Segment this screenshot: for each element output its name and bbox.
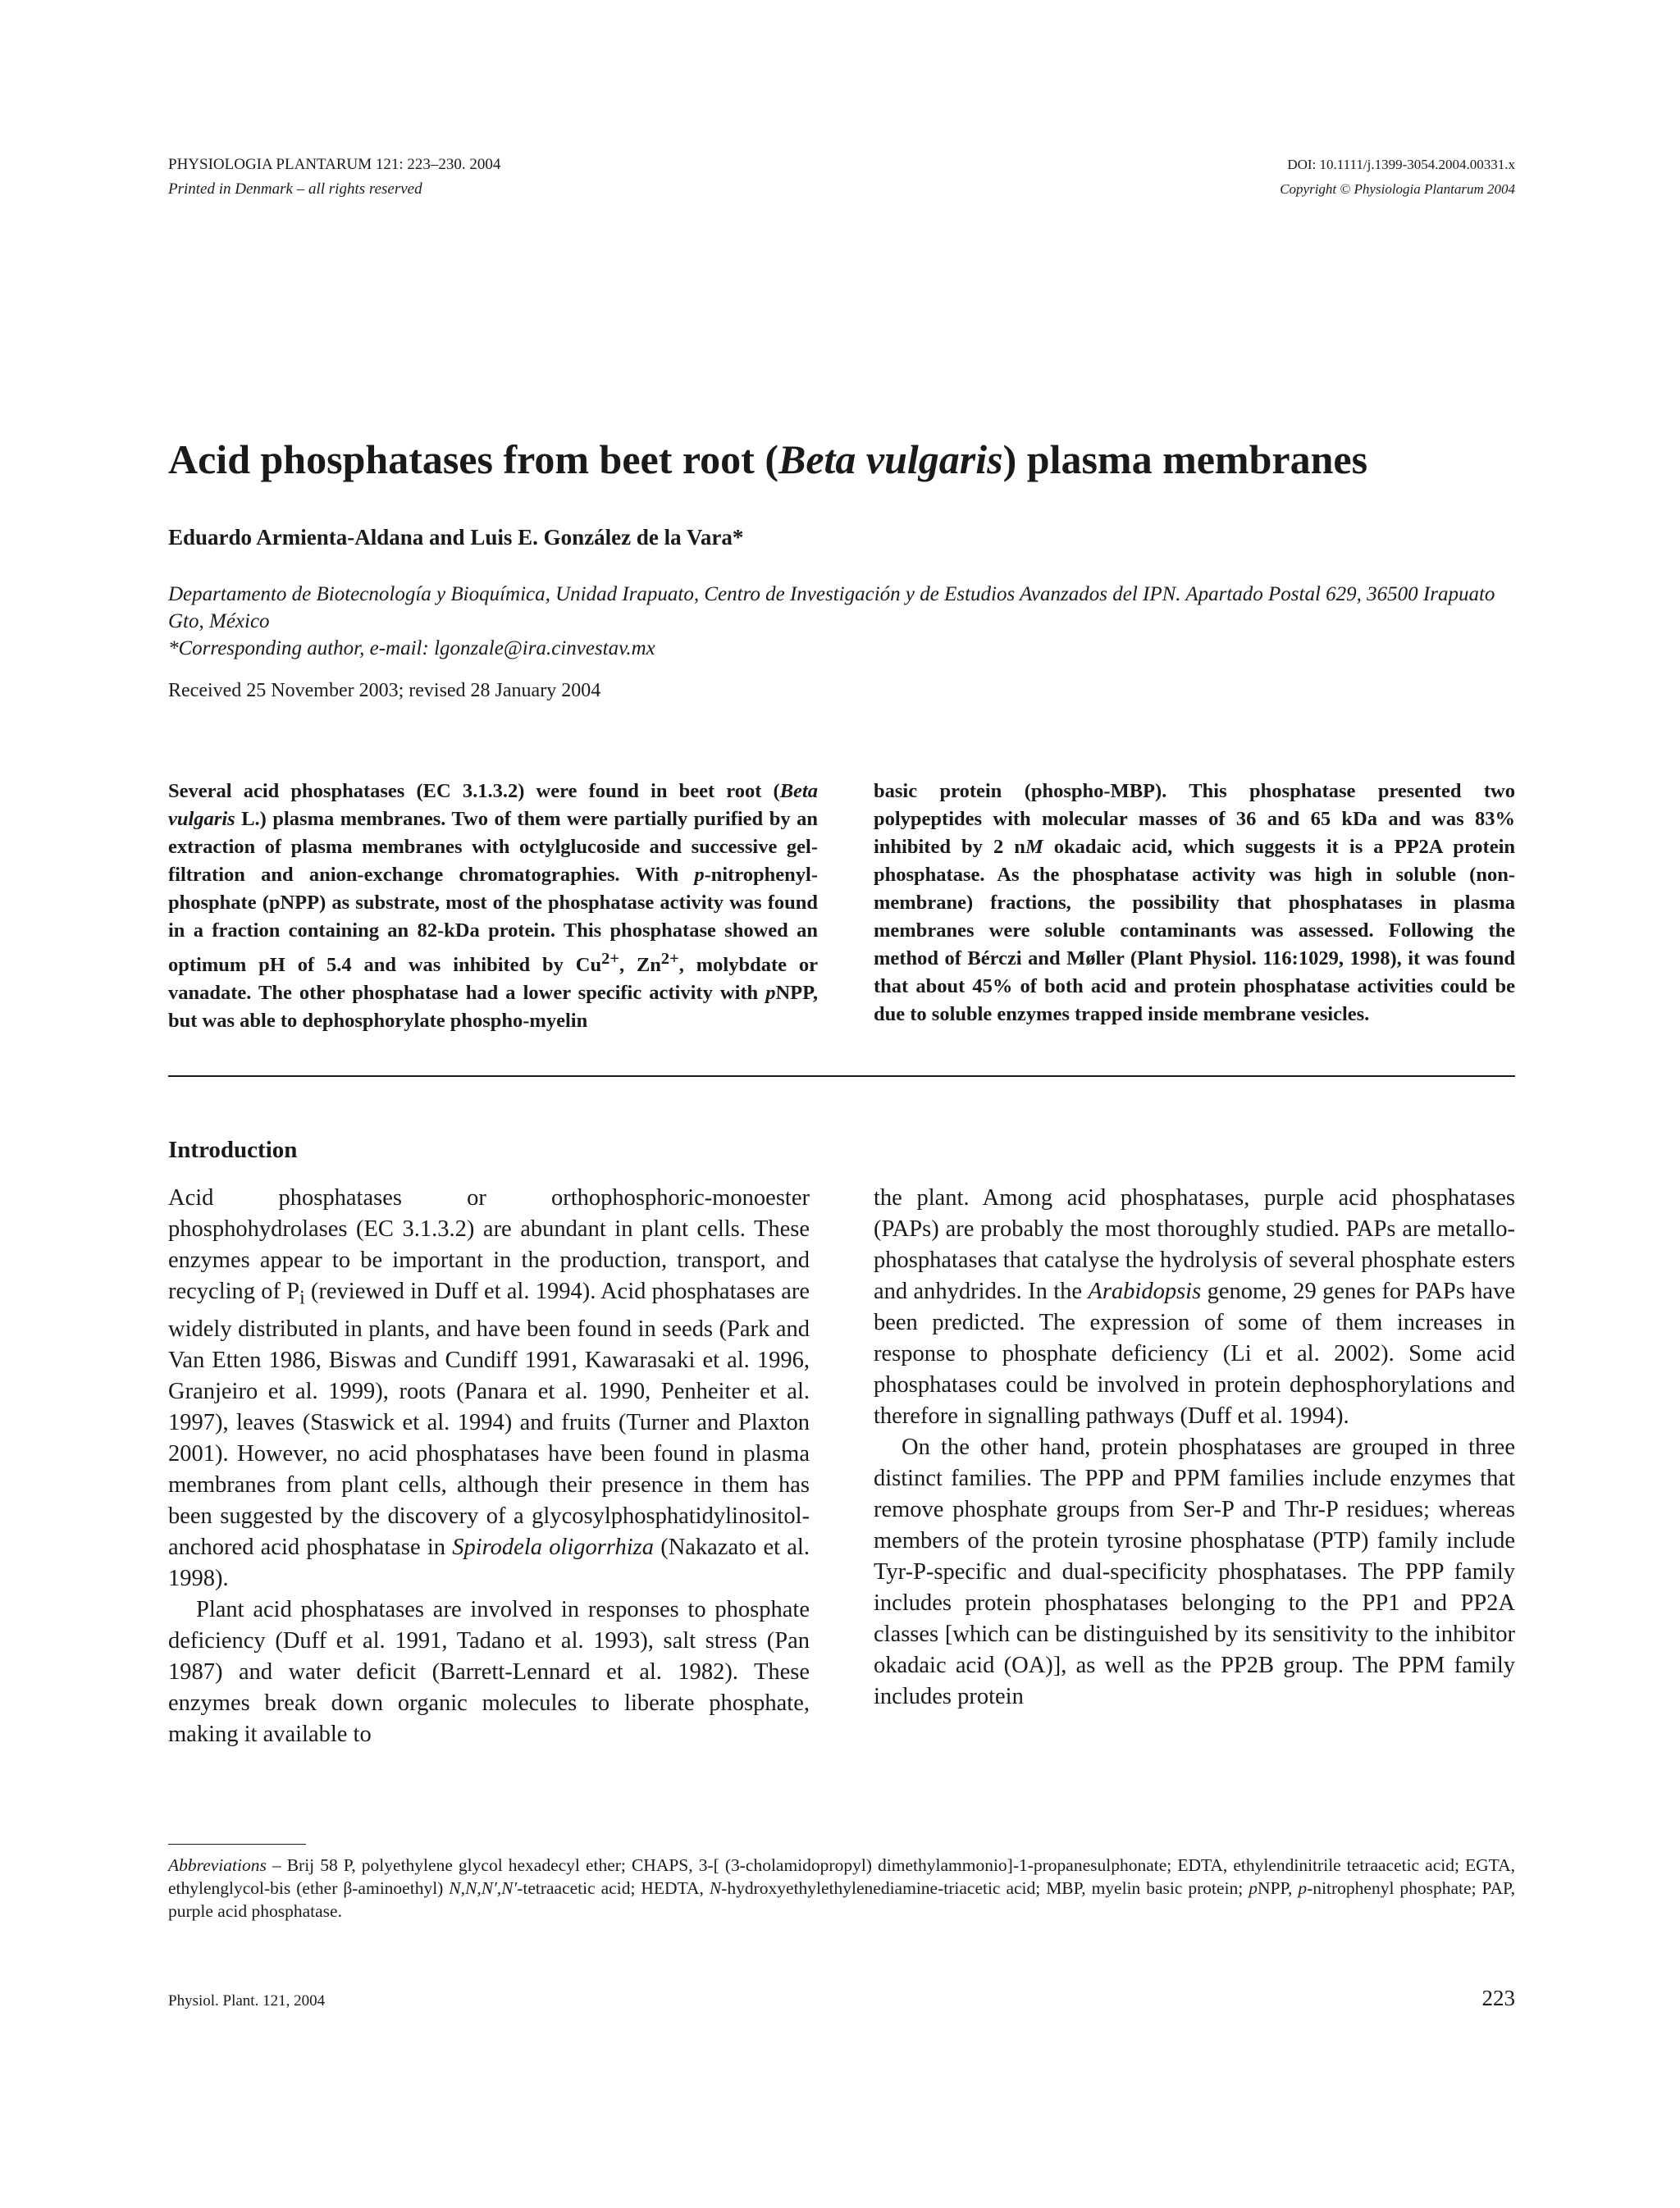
copyright: Copyright © Physiologia Plantarum 2004 xyxy=(1280,181,1515,197)
title-species: Beta vulgaris xyxy=(778,436,1003,482)
section-heading-introduction: Introduction xyxy=(168,1137,298,1163)
printed-line: Printed in Denmark – all rights reserved xyxy=(168,180,422,198)
intro-paragraph-3: the plant. Among acid phosphatases, purple acid phosphatases (PAPs) are probably the most thoroughly studied. PAPs are metallo-phosphatases that catalyse the hydrolysis of several phosphate esters and anhydrides. In the Arabidopsis genome, 29 genes for PAPs have been predicted. The expression of some of them increases in response to phosphate deficiency (Li et al. 2002). Some acid phosphatases could be involved in protein dephosphorylations and therefore in signalling pathways (Duff et al. 1994). xyxy=(874,1185,1515,1429)
journal-line: PHYSIOLOGIA PLANTARUM 121: 223–230. 2004 xyxy=(168,156,501,173)
abstract-text-right: basic protein (phospho-MBP). This phosphatase presented two polypeptides with molecular masses of 36 and 65 kDa and was 83% inhibited by 2 nM okadaic acid, which suggests it is a PP2A protein phosphatase. As the phosphatase activity was high in soluble (non-membrane) fractions, the possibility that phosphatases in plasma membranes were soluble contaminants was assessed. Following the method of Bérczi and Møller (Plant Physiol. 116:1029, 1998), it was found that about 45% of both acid and protein phosphatase activities could be due to soluble enzymes trapped inside membrane vesicles. xyxy=(874,780,1515,1025)
abstract-right xyxy=(874,778,1515,1029)
affiliation: Departamento de Biotecnología y Bioquímica, Unidad Irapuato, Centro de Investigación y de Estudios Avanzados del IPN. Apartado Postal 629, 36500 Irapuato Gto, México *Corresponding author, e-mail: lgonzale@ira.cinvestav.mx xyxy=(168,581,1513,662)
body-column-right xyxy=(874,1183,1515,1713)
footer-journal: Physiol. Plant. 121, 2004 xyxy=(168,1992,326,2010)
abstract-divider xyxy=(168,1075,1515,1077)
abstract-left xyxy=(168,778,818,1035)
article-title: Acid phosphatases from beet root (Beta vulgaris) plasma membranes xyxy=(168,436,1368,482)
corresponding-author: *Corresponding author, e-mail: lgonzale@ira.cinvestav.mx xyxy=(168,637,655,659)
footnote-rule xyxy=(168,1844,306,1845)
intro-paragraph-4: On the other hand, protein phosphatases are grouped in three distinct families. The PPP and PPM families include enzymes that remove phosphate groups from Ser-P and Thr-P residues; whereas members of the protein tyrosine phosphatase (PTP) family include Tyr-P-specific and dual-specificity phosphatases. The PPP family includes protein phosphatases belonging to the PP1 and PP2A classes [which can be distinguished by its sensitivity to the inhibitor okadaic acid (OA)], as well as the PP2B group. The PPM family includes protein xyxy=(874,1435,1515,1709)
page-number: 223 xyxy=(1481,1986,1515,2010)
body-column-left xyxy=(168,1183,810,1750)
running-header-right xyxy=(943,153,1515,202)
abstract-text-left: Several acid phosphatases (EC 3.1.3.2) were found in beet root (Beta vulgaris L.) plasma membranes. Two of them were partially purified by an extraction of plasma membranes with octylglucoside and successive gel-filtration and anion-exchange chromatographies. With p-nitrophenyl-phosphate (pNPP) as substrate, most of the phosphatase activity was found in a fraction containing an 82-kDa protein. This phosphatase showed an optimum pH of 5.4 and was inhibited by $Cu^{2+}$, $Zn^{2+}$, molybdate or vanadate. The other phosphatase had a lower specific activity with pNPP, but was able to dephosphorylate phospho-myelin xyxy=(168,780,819,1033)
running-header-left xyxy=(168,153,824,202)
intro-paragraph-2: Plant acid phosphatases are involved in responses to phosphate deficiency (Duff et al. 1991, Tadano et al. 1993), salt stress (Pan 1987) and water deficit (Barrett-Lennard et al. 1982). These enzymes break down organic molecules to liberate phosphate, making it available to xyxy=(168,1596,810,1747)
received-dates: Received 25 November 2003; revised 28 January 2004 xyxy=(168,680,601,701)
authors: Eduardo Armienta-Aldana and Luis E. González de la Vara* xyxy=(168,525,744,550)
abbreviations-footnote: Abbreviations – Brij 58 P, polyethylene glycol hexadecyl ether; CHAPS, 3-[ (3-cholamidopropyl) dimethylammonio]-1-propanesulphonate; EDTA, ethylendinitrile tetraacetic acid; EGTA, ethylenglycol-bis (ether β-aminoethyl) N,N,N′,N′-tetraacetic acid; HEDTA, N-hydroxyethylethylenediamine-triacetic acid; MBP, myelin basic protein; pNPP, p-nitrophenyl phosphate; PAP, purple acid phosphatase. xyxy=(168,1855,1515,1921)
doi: DOI: 10.1111/j.1399-3054.2004.00331.x xyxy=(1287,157,1515,172)
intro-paragraph-1: Acid phosphatases or orthophosphoric-monoester phosphohydrolases (EC 3.1.3.2) are abundant in plant cells. These enzymes appear to be important in the production, transport, and recycling of $P_i$ (reviewed in Duff et al. 1994). Acid phosphatases are widely distributed in plants, and have been found in seeds (Park and Van Etten 1986, Biswas and Cundiff 1991, Kawarasaki et al. 1996, Granjeiro et al. 1999), roots (Panara et al. 1990, Penheiter et al. 1997), leaves (Staswick et al. 1994) and fruits (Turner and Plaxton 2001). However, no acid phosphatases have been found in plasma membranes from plant cells, although their presence in them has been suggested by the discovery of a glycosylphosphatidylinositol-anchored acid phosphatase in Spirodela oligorrhiza (Nakazato et al. 1998). xyxy=(168,1185,810,1591)
